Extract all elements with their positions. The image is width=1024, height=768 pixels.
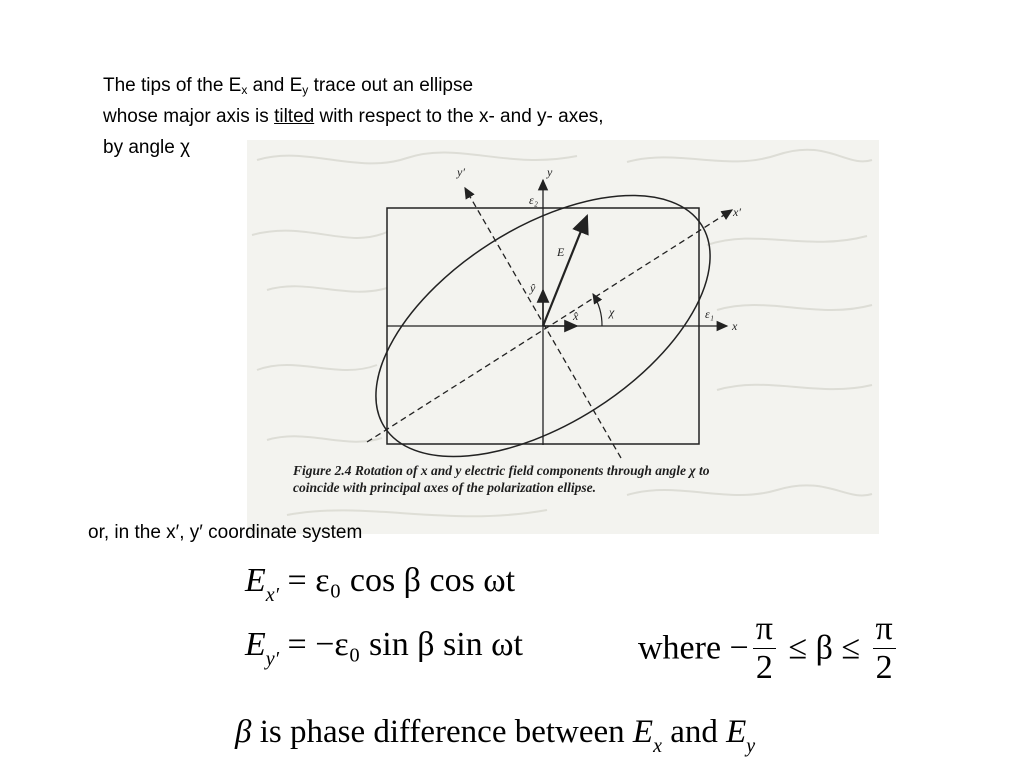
ey-symbol: E bbox=[726, 714, 747, 750]
intro-line-3: by angle χ bbox=[103, 137, 191, 158]
label-x-prime-axis: x′ bbox=[733, 205, 741, 219]
fraction-pi-over-2-left bbox=[753, 610, 776, 687]
eq1-subscript: x′ bbox=[265, 584, 280, 606]
coordinate-system-text: or, in the x′, y′ coordinate system bbox=[88, 522, 363, 543]
label-e-vector: E bbox=[557, 245, 565, 259]
label-y-hat: ŷ bbox=[530, 281, 536, 295]
label-chi: χ bbox=[609, 305, 615, 319]
frac-denominator: 2 bbox=[755, 649, 773, 686]
ex-symbol: E bbox=[632, 714, 654, 750]
label-y-axis: y bbox=[547, 165, 553, 179]
label-y-prime-axis: y′ bbox=[457, 165, 465, 179]
beta-range-condition bbox=[638, 610, 900, 687]
label-x-axis: x bbox=[732, 319, 738, 333]
label-epsilon-2: ε₂ bbox=[529, 193, 538, 207]
frac2-numerator: π bbox=[873, 610, 896, 649]
frac-numerator: π bbox=[753, 610, 776, 649]
equation-ey-prime bbox=[245, 626, 524, 670]
intro-text-d: whose major axis is bbox=[103, 106, 275, 127]
figure-caption bbox=[293, 462, 853, 496]
ex-subscript: x bbox=[653, 735, 662, 757]
intro-line-2 bbox=[103, 101, 783, 132]
beta-symbol: β bbox=[235, 714, 252, 750]
e-vector-arrow bbox=[543, 216, 587, 326]
eq1-lhs: E bbox=[245, 562, 266, 599]
intro-text-a: The tips of the E bbox=[103, 75, 242, 96]
intro-text-e: with respect to the x- and y- axes, bbox=[314, 106, 604, 127]
and-word: and bbox=[661, 714, 727, 750]
caption-line-2: coincide with principal axes of the polarization ellipse. bbox=[293, 480, 597, 495]
eq2-lhs: E bbox=[245, 626, 266, 663]
phase-difference-line bbox=[235, 714, 756, 757]
intro-line-1 bbox=[103, 70, 783, 101]
ey-subscript: y bbox=[746, 735, 756, 757]
inequality: ≤ β ≤ bbox=[779, 629, 869, 667]
subscript-y: y bbox=[302, 83, 309, 97]
intro-text-c: trace out an ellipse bbox=[308, 75, 474, 96]
eq1-rhs: = ε₀ cos β cos ωt bbox=[279, 562, 516, 599]
fraction-pi-over-2-right bbox=[873, 610, 896, 687]
eq2-subscript: y′ bbox=[265, 648, 280, 670]
chi-arc bbox=[593, 294, 602, 326]
label-x-hat: x̂ bbox=[573, 309, 579, 323]
intro-text-b: and E bbox=[247, 75, 303, 96]
subscript-x: x bbox=[241, 83, 248, 97]
phase-text: is phase difference between bbox=[251, 714, 633, 750]
equation-ex-prime bbox=[245, 562, 516, 606]
polarization-ellipse-figure bbox=[247, 140, 879, 534]
tilted-word: tilted bbox=[274, 106, 315, 127]
caption-line-1: Figure 2.4 Rotation of x and y electric field components through angle χ to bbox=[293, 463, 710, 478]
where-label: where − bbox=[638, 629, 749, 667]
frac2-denominator: 2 bbox=[875, 649, 893, 686]
eq2-rhs: = −ε₀ sin β sin ωt bbox=[279, 626, 524, 663]
label-epsilon-1: ε₁ bbox=[705, 307, 714, 321]
